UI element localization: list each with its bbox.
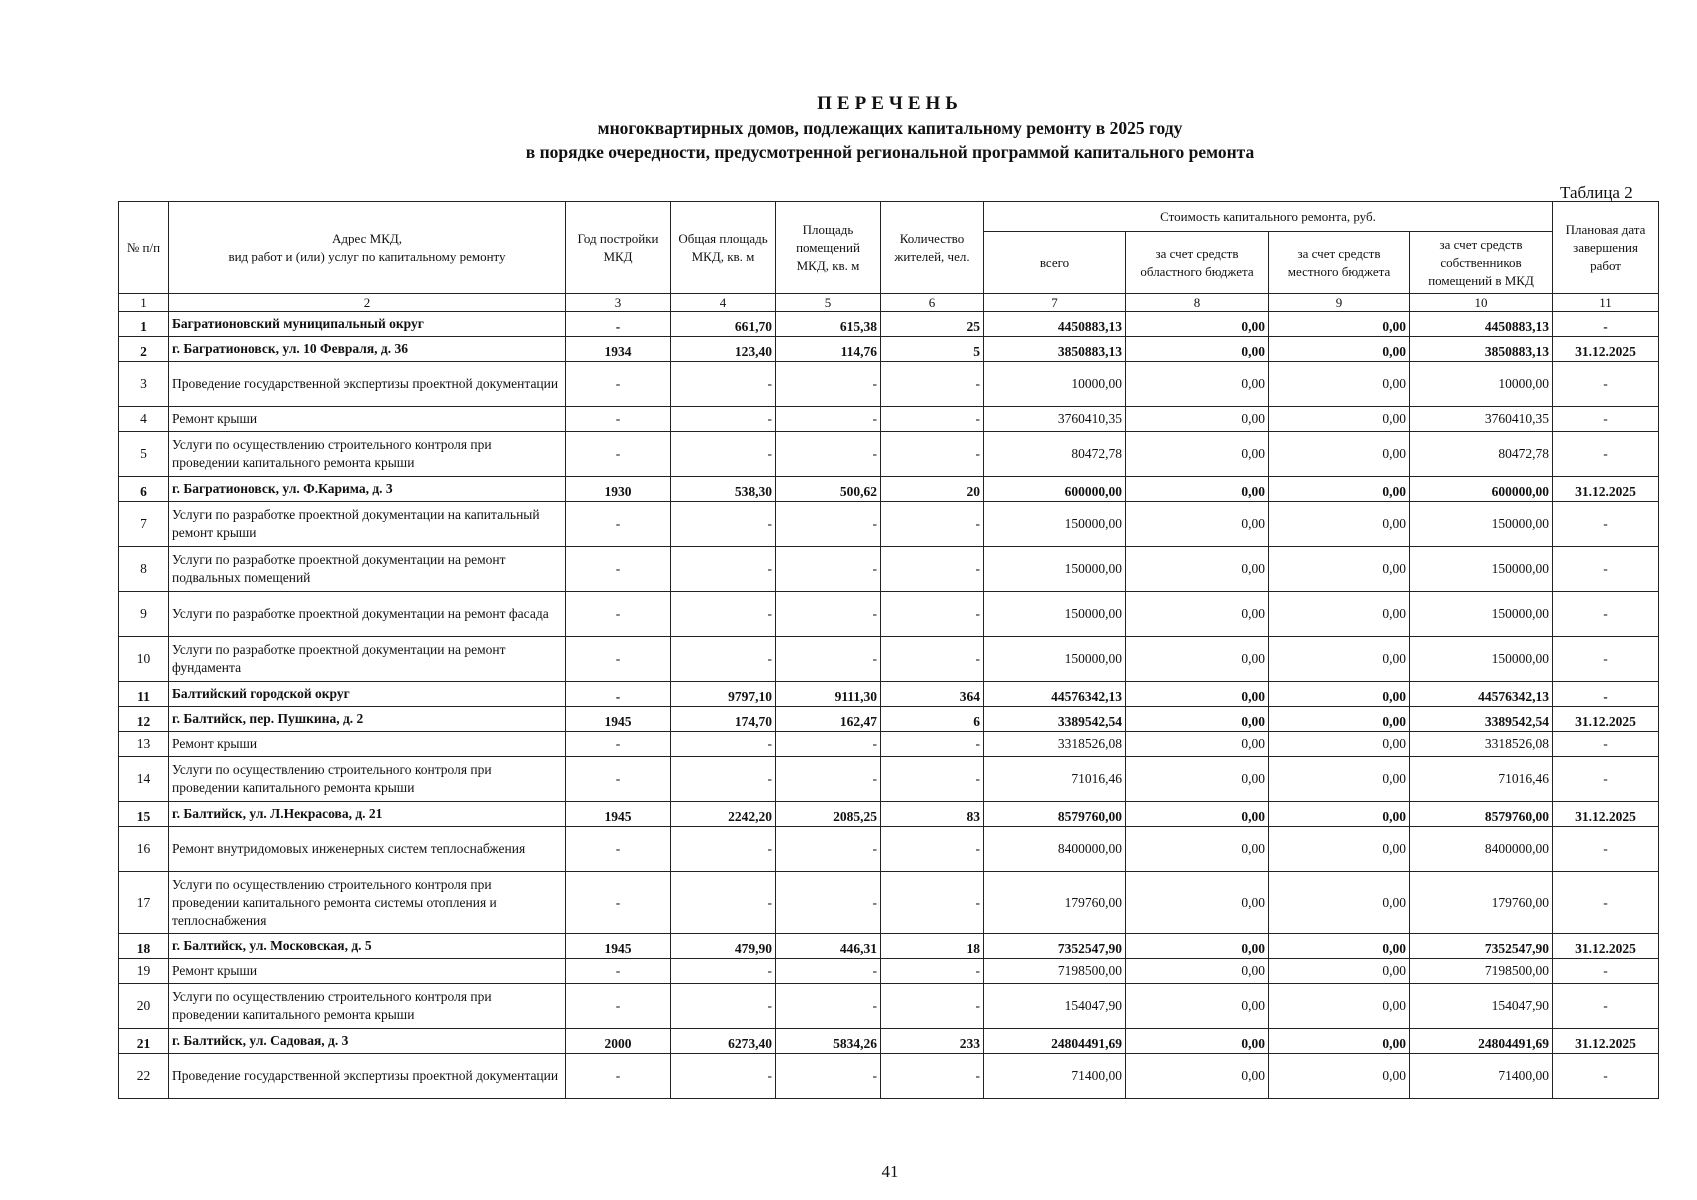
document-title [0,92,1697,164]
row-name: Услуги по осуществлению строительного контроля при проведении капитального ремонта крыши [169,432,566,477]
row-completion-date: 31.12.2025 [1553,1029,1659,1054]
row-name: Багратионовский муниципальный округ [169,312,566,337]
row-completion-date: - [1553,959,1659,984]
row-year: - [566,1054,671,1099]
row-number: 22 [119,1054,169,1099]
column-number-row [119,294,1659,312]
column-number: 2 [169,294,566,312]
row-cost-owners: 179760,00 [1410,872,1553,934]
row-year: 1945 [566,934,671,959]
row-cost-local: 0,00 [1269,872,1410,934]
row-number: 3 [119,362,169,407]
row-number: 10 [119,637,169,682]
row-cost-local: 0,00 [1269,732,1410,757]
row-completion-date: 31.12.2025 [1553,934,1659,959]
row-area-premises: - [776,984,881,1029]
header-cost-regional: за счет средств областного бюджета [1126,232,1269,294]
row-completion-date: - [1553,757,1659,802]
row-residents: 20 [881,477,984,502]
row-cost-regional: 0,00 [1126,872,1269,934]
row-name: Ремонт крыши [169,959,566,984]
row-name: Проведение государственной экспертизы проектной документации [169,1054,566,1099]
row-year: - [566,827,671,872]
row-cost-owners: 3850883,13 [1410,337,1553,362]
row-cost-regional: 0,00 [1126,592,1269,637]
row-residents: 25 [881,312,984,337]
row-area-total: - [671,432,776,477]
row-name: г. Балтийск, ул. Садовая, д. 3 [169,1029,566,1054]
title-heading: ПЕРЕЧЕНЬ [817,93,963,114]
row-completion-date: 31.12.2025 [1553,337,1659,362]
row-name: Услуги по разработке проектной документации на ремонт фундамента [169,637,566,682]
row-area-premises: 5834,26 [776,1029,881,1054]
row-area-premises: 114,76 [776,337,881,362]
row-year: - [566,362,671,407]
table-row [119,732,1659,757]
row-cost-owners: 3389542,54 [1410,707,1553,732]
row-number: 7 [119,502,169,547]
row-cost-total: 154047,90 [984,984,1126,1029]
row-cost-total: 80472,78 [984,432,1126,477]
row-cost-owners: 24804491,69 [1410,1029,1553,1054]
row-area-total: 479,90 [671,934,776,959]
row-year: - [566,682,671,707]
row-cost-regional: 0,00 [1126,732,1269,757]
row-cost-total: 71400,00 [984,1054,1126,1099]
table-row [119,547,1659,592]
row-area-premises: - [776,827,881,872]
header-residents: Количество жителей, чел. [881,202,984,294]
row-cost-local: 0,00 [1269,1029,1410,1054]
row-completion-date: 31.12.2025 [1553,802,1659,827]
row-area-total: - [671,757,776,802]
row-number: 19 [119,959,169,984]
row-cost-total: 600000,00 [984,477,1126,502]
row-area-total: - [671,872,776,934]
row-cost-local: 0,00 [1269,1054,1410,1099]
table-row [119,362,1659,407]
row-cost-owners: 71400,00 [1410,1054,1553,1099]
table-row [119,802,1659,827]
table-row [119,337,1659,362]
row-area-total: - [671,362,776,407]
row-cost-regional: 0,00 [1126,502,1269,547]
row-completion-date: - [1553,547,1659,592]
row-completion-date: - [1553,637,1659,682]
row-year: - [566,547,671,592]
row-cost-local: 0,00 [1269,959,1410,984]
row-cost-regional: 0,00 [1126,1054,1269,1099]
row-residents: 233 [881,1029,984,1054]
row-completion-date: - [1553,1054,1659,1099]
row-area-premises: - [776,872,881,934]
column-number: 1 [119,294,169,312]
row-number: 4 [119,407,169,432]
row-cost-total: 8579760,00 [984,802,1126,827]
row-area-premises: - [776,637,881,682]
row-number: 13 [119,732,169,757]
row-year: - [566,407,671,432]
row-residents: - [881,432,984,477]
row-name: Ремонт крыши [169,732,566,757]
row-cost-local: 0,00 [1269,802,1410,827]
table-row [119,934,1659,959]
row-cost-local: 0,00 [1269,827,1410,872]
table-row [119,827,1659,872]
row-residents: - [881,407,984,432]
row-residents: - [881,547,984,592]
row-cost-total: 150000,00 [984,637,1126,682]
row-cost-owners: 154047,90 [1410,984,1553,1029]
row-cost-owners: 71016,46 [1410,757,1553,802]
table-row [119,757,1659,802]
row-area-premises: 615,38 [776,312,881,337]
row-cost-regional: 0,00 [1126,547,1269,592]
row-year: 2000 [566,1029,671,1054]
header-cost-group: Стоимость капитального ремонта, руб. [984,202,1553,232]
column-number: 10 [1410,294,1553,312]
row-number: 14 [119,757,169,802]
row-area-total: 538,30 [671,477,776,502]
row-number: 18 [119,934,169,959]
row-completion-date: - [1553,362,1659,407]
row-number: 5 [119,432,169,477]
row-cost-total: 3389542,54 [984,707,1126,732]
row-cost-total: 3318526,08 [984,732,1126,757]
row-cost-owners: 150000,00 [1410,502,1553,547]
row-residents: 364 [881,682,984,707]
row-area-total: - [671,984,776,1029]
title-subheading-1: многоквартирных домов, подлежащих капитальному ремонту в 2025 году [597,118,1183,138]
table-row [119,312,1659,337]
row-cost-regional: 0,00 [1126,477,1269,502]
row-cost-local: 0,00 [1269,757,1410,802]
row-area-total: 2242,20 [671,802,776,827]
row-cost-total: 3850883,13 [984,337,1126,362]
row-number: 8 [119,547,169,592]
row-area-premises: - [776,732,881,757]
row-cost-regional: 0,00 [1126,757,1269,802]
row-name: Проведение государственной экспертизы проектной документации [169,362,566,407]
table-row [119,592,1659,637]
row-cost-regional: 0,00 [1126,707,1269,732]
row-completion-date: 31.12.2025 [1553,477,1659,502]
row-year: - [566,432,671,477]
row-cost-regional: 0,00 [1126,637,1269,682]
row-cost-owners: 4450883,13 [1410,312,1553,337]
row-area-total: - [671,637,776,682]
row-name: Услуги по разработке проектной документации на ремонт фасада [169,592,566,637]
column-number: 8 [1126,294,1269,312]
row-year: - [566,312,671,337]
row-name: г. Балтийск, ул. Московская, д. 5 [169,934,566,959]
row-cost-total: 10000,00 [984,362,1126,407]
header-cost-total: всего [984,232,1126,294]
row-name: г. Багратионовск, ул. Ф.Карима, д. 3 [169,477,566,502]
row-cost-local: 0,00 [1269,432,1410,477]
column-number: 11 [1553,294,1659,312]
row-number: 16 [119,827,169,872]
row-completion-date: - [1553,432,1659,477]
row-cost-regional: 0,00 [1126,362,1269,407]
table-row [119,477,1659,502]
houses-table [118,201,1659,1099]
row-cost-total: 71016,46 [984,757,1126,802]
row-cost-owners: 8579760,00 [1410,802,1553,827]
row-cost-regional: 0,00 [1126,407,1269,432]
row-number: 1 [119,312,169,337]
row-name: Услуги по разработке проектной документации на ремонт подвальных помещений [169,547,566,592]
row-area-total: - [671,407,776,432]
row-cost-total: 44576342,13 [984,682,1126,707]
row-name: Услуги по разработке проектной документации на капитальный ремонт крыши [169,502,566,547]
row-completion-date: - [1553,682,1659,707]
row-completion-date: - [1553,312,1659,337]
row-cost-regional: 0,00 [1126,337,1269,362]
table-row [119,1054,1659,1099]
row-cost-regional: 0,00 [1126,312,1269,337]
row-cost-total: 24804491,69 [984,1029,1126,1054]
column-number: 5 [776,294,881,312]
row-completion-date: - [1553,407,1659,432]
row-cost-total: 150000,00 [984,547,1126,592]
row-cost-total: 179760,00 [984,872,1126,934]
row-cost-owners: 3760410,35 [1410,407,1553,432]
row-cost-owners: 8400000,00 [1410,827,1553,872]
row-name: Услуги по осуществлению строительного контроля при проведении капитального ремонта системы отопления и теплоснабжения [169,872,566,934]
row-area-premises: 2085,25 [776,802,881,827]
row-year: - [566,984,671,1029]
row-area-premises: - [776,547,881,592]
row-cost-total: 7352547,90 [984,934,1126,959]
row-area-premises: - [776,1054,881,1099]
row-completion-date: - [1553,872,1659,934]
column-number: 6 [881,294,984,312]
row-residents: - [881,637,984,682]
row-residents: - [881,827,984,872]
row-residents: - [881,872,984,934]
row-name: Балтийский городской округ [169,682,566,707]
row-cost-owners: 150000,00 [1410,592,1553,637]
row-area-total: 661,70 [671,312,776,337]
row-area-premises: - [776,407,881,432]
row-cost-local: 0,00 [1269,312,1410,337]
row-area-total: 6273,40 [671,1029,776,1054]
table-row [119,502,1659,547]
row-completion-date: - [1553,592,1659,637]
row-cost-total: 150000,00 [984,502,1126,547]
row-area-total: - [671,827,776,872]
row-cost-local: 0,00 [1269,407,1410,432]
row-cost-local: 0,00 [1269,592,1410,637]
row-number: 15 [119,802,169,827]
row-cost-local: 0,00 [1269,682,1410,707]
row-name: Ремонт внутридомовых инженерных систем теплоснабжения [169,827,566,872]
row-name: Ремонт крыши [169,407,566,432]
row-area-premises: 446,31 [776,934,881,959]
row-area-total: - [671,732,776,757]
row-year: 1945 [566,802,671,827]
row-area-total: - [671,547,776,592]
row-cost-owners: 44576342,13 [1410,682,1553,707]
row-area-total: - [671,592,776,637]
table-body [119,312,1659,1099]
row-cost-owners: 150000,00 [1410,547,1553,592]
row-year: - [566,502,671,547]
table-row [119,872,1659,934]
row-area-premises: - [776,959,881,984]
row-name: г. Багратионовск, ул. 10 Февраля, д. 36 [169,337,566,362]
row-residents: - [881,984,984,1029]
row-cost-regional: 0,00 [1126,959,1269,984]
row-number: 6 [119,477,169,502]
row-residents: - [881,592,984,637]
row-name: Услуги по осуществлению строительного контроля при проведении капитального ремонта крыши [169,757,566,802]
row-area-premises: 500,62 [776,477,881,502]
column-number: 4 [671,294,776,312]
header-area-total: Общая площадь МКД, кв. м [671,202,776,294]
row-residents: - [881,502,984,547]
row-area-total: 9797,10 [671,682,776,707]
table-row [119,407,1659,432]
row-area-premises: - [776,592,881,637]
row-cost-local: 0,00 [1269,337,1410,362]
table-row [119,432,1659,477]
header-year: Год постройки МКД [566,202,671,294]
row-cost-total: 4450883,13 [984,312,1126,337]
row-completion-date: - [1553,827,1659,872]
row-completion-date: - [1553,984,1659,1029]
row-residents: - [881,732,984,757]
page-number: 41 [881,1162,899,1181]
header-cost-owners: за счет средств собственников помещений в МКД [1410,232,1553,294]
title-subheading-2: в порядке очередности, предусмотренной региональной программой капитального ремонта [525,142,1255,162]
row-residents: 6 [881,707,984,732]
table-row [119,682,1659,707]
row-number: 20 [119,984,169,1029]
row-residents: - [881,362,984,407]
row-number: 17 [119,872,169,934]
column-number: 3 [566,294,671,312]
row-cost-local: 0,00 [1269,362,1410,407]
table-row [119,707,1659,732]
row-residents: - [881,1054,984,1099]
row-year: 1945 [566,707,671,732]
row-cost-owners: 7352547,90 [1410,934,1553,959]
row-cost-local: 0,00 [1269,934,1410,959]
row-cost-local: 0,00 [1269,707,1410,732]
row-cost-regional: 0,00 [1126,802,1269,827]
row-cost-total: 7198500,00 [984,959,1126,984]
table-row [119,1029,1659,1054]
row-area-premises: - [776,502,881,547]
row-number: 11 [119,682,169,707]
row-cost-total: 8400000,00 [984,827,1126,872]
row-number: 9 [119,592,169,637]
row-cost-owners: 150000,00 [1410,637,1553,682]
row-residents: 18 [881,934,984,959]
row-cost-local: 0,00 [1269,502,1410,547]
row-cost-local: 0,00 [1269,637,1410,682]
header-area-premises: Площадь помещений МКД, кв. м [776,202,881,294]
header-num: № п/п [119,202,169,294]
row-cost-local: 0,00 [1269,477,1410,502]
row-cost-regional: 0,00 [1126,827,1269,872]
row-completion-date: - [1553,502,1659,547]
row-area-total: - [671,959,776,984]
row-name: г. Балтийск, пер. Пушкина, д. 2 [169,707,566,732]
row-residents: 83 [881,802,984,827]
table-row [119,984,1659,1029]
row-residents: 5 [881,337,984,362]
row-cost-owners: 7198500,00 [1410,959,1553,984]
header-cost-local: за счет средств местного бюджета [1269,232,1410,294]
row-number: 21 [119,1029,169,1054]
row-year: - [566,872,671,934]
row-name: Услуги по осуществлению строительного контроля при проведении капитального ремонта крыши [169,984,566,1029]
header-address: Адрес МКД, вид работ и (или) услуг по капитальному ремонту [169,202,566,294]
row-year: - [566,732,671,757]
row-year: - [566,592,671,637]
table-row [119,959,1659,984]
row-cost-owners: 80472,78 [1410,432,1553,477]
row-completion-date: 31.12.2025 [1553,707,1659,732]
column-number: 7 [984,294,1126,312]
row-cost-total: 150000,00 [984,592,1126,637]
row-area-premises: - [776,362,881,407]
row-cost-local: 0,00 [1269,547,1410,592]
row-number: 12 [119,707,169,732]
row-area-premises: - [776,432,881,477]
row-cost-regional: 0,00 [1126,432,1269,477]
row-cost-owners: 600000,00 [1410,477,1553,502]
row-area-premises: 9111,30 [776,682,881,707]
table-row [119,637,1659,682]
row-area-total: - [671,502,776,547]
row-area-premises: - [776,757,881,802]
row-cost-local: 0,00 [1269,984,1410,1029]
row-area-premises: 162,47 [776,707,881,732]
row-residents: - [881,757,984,802]
row-cost-regional: 0,00 [1126,984,1269,1029]
row-completion-date: - [1553,732,1659,757]
row-year: - [566,637,671,682]
table-label: Таблица 2 [1560,183,1633,202]
column-number: 9 [1269,294,1410,312]
row-year: 1930 [566,477,671,502]
row-area-total: 174,70 [671,707,776,732]
row-residents: - [881,959,984,984]
row-cost-owners: 10000,00 [1410,362,1553,407]
row-year: - [566,959,671,984]
row-number: 2 [119,337,169,362]
row-cost-total: 3760410,35 [984,407,1126,432]
row-name: г. Балтийск, ул. Л.Некрасова, д. 21 [169,802,566,827]
row-cost-regional: 0,00 [1126,682,1269,707]
row-year: - [566,757,671,802]
row-area-total: - [671,1054,776,1099]
row-area-total: 123,40 [671,337,776,362]
row-cost-owners: 3318526,08 [1410,732,1553,757]
header-completion: Плановая дата завершения работ [1553,202,1659,294]
row-cost-regional: 0,00 [1126,1029,1269,1054]
row-cost-regional: 0,00 [1126,934,1269,959]
row-year: 1934 [566,337,671,362]
